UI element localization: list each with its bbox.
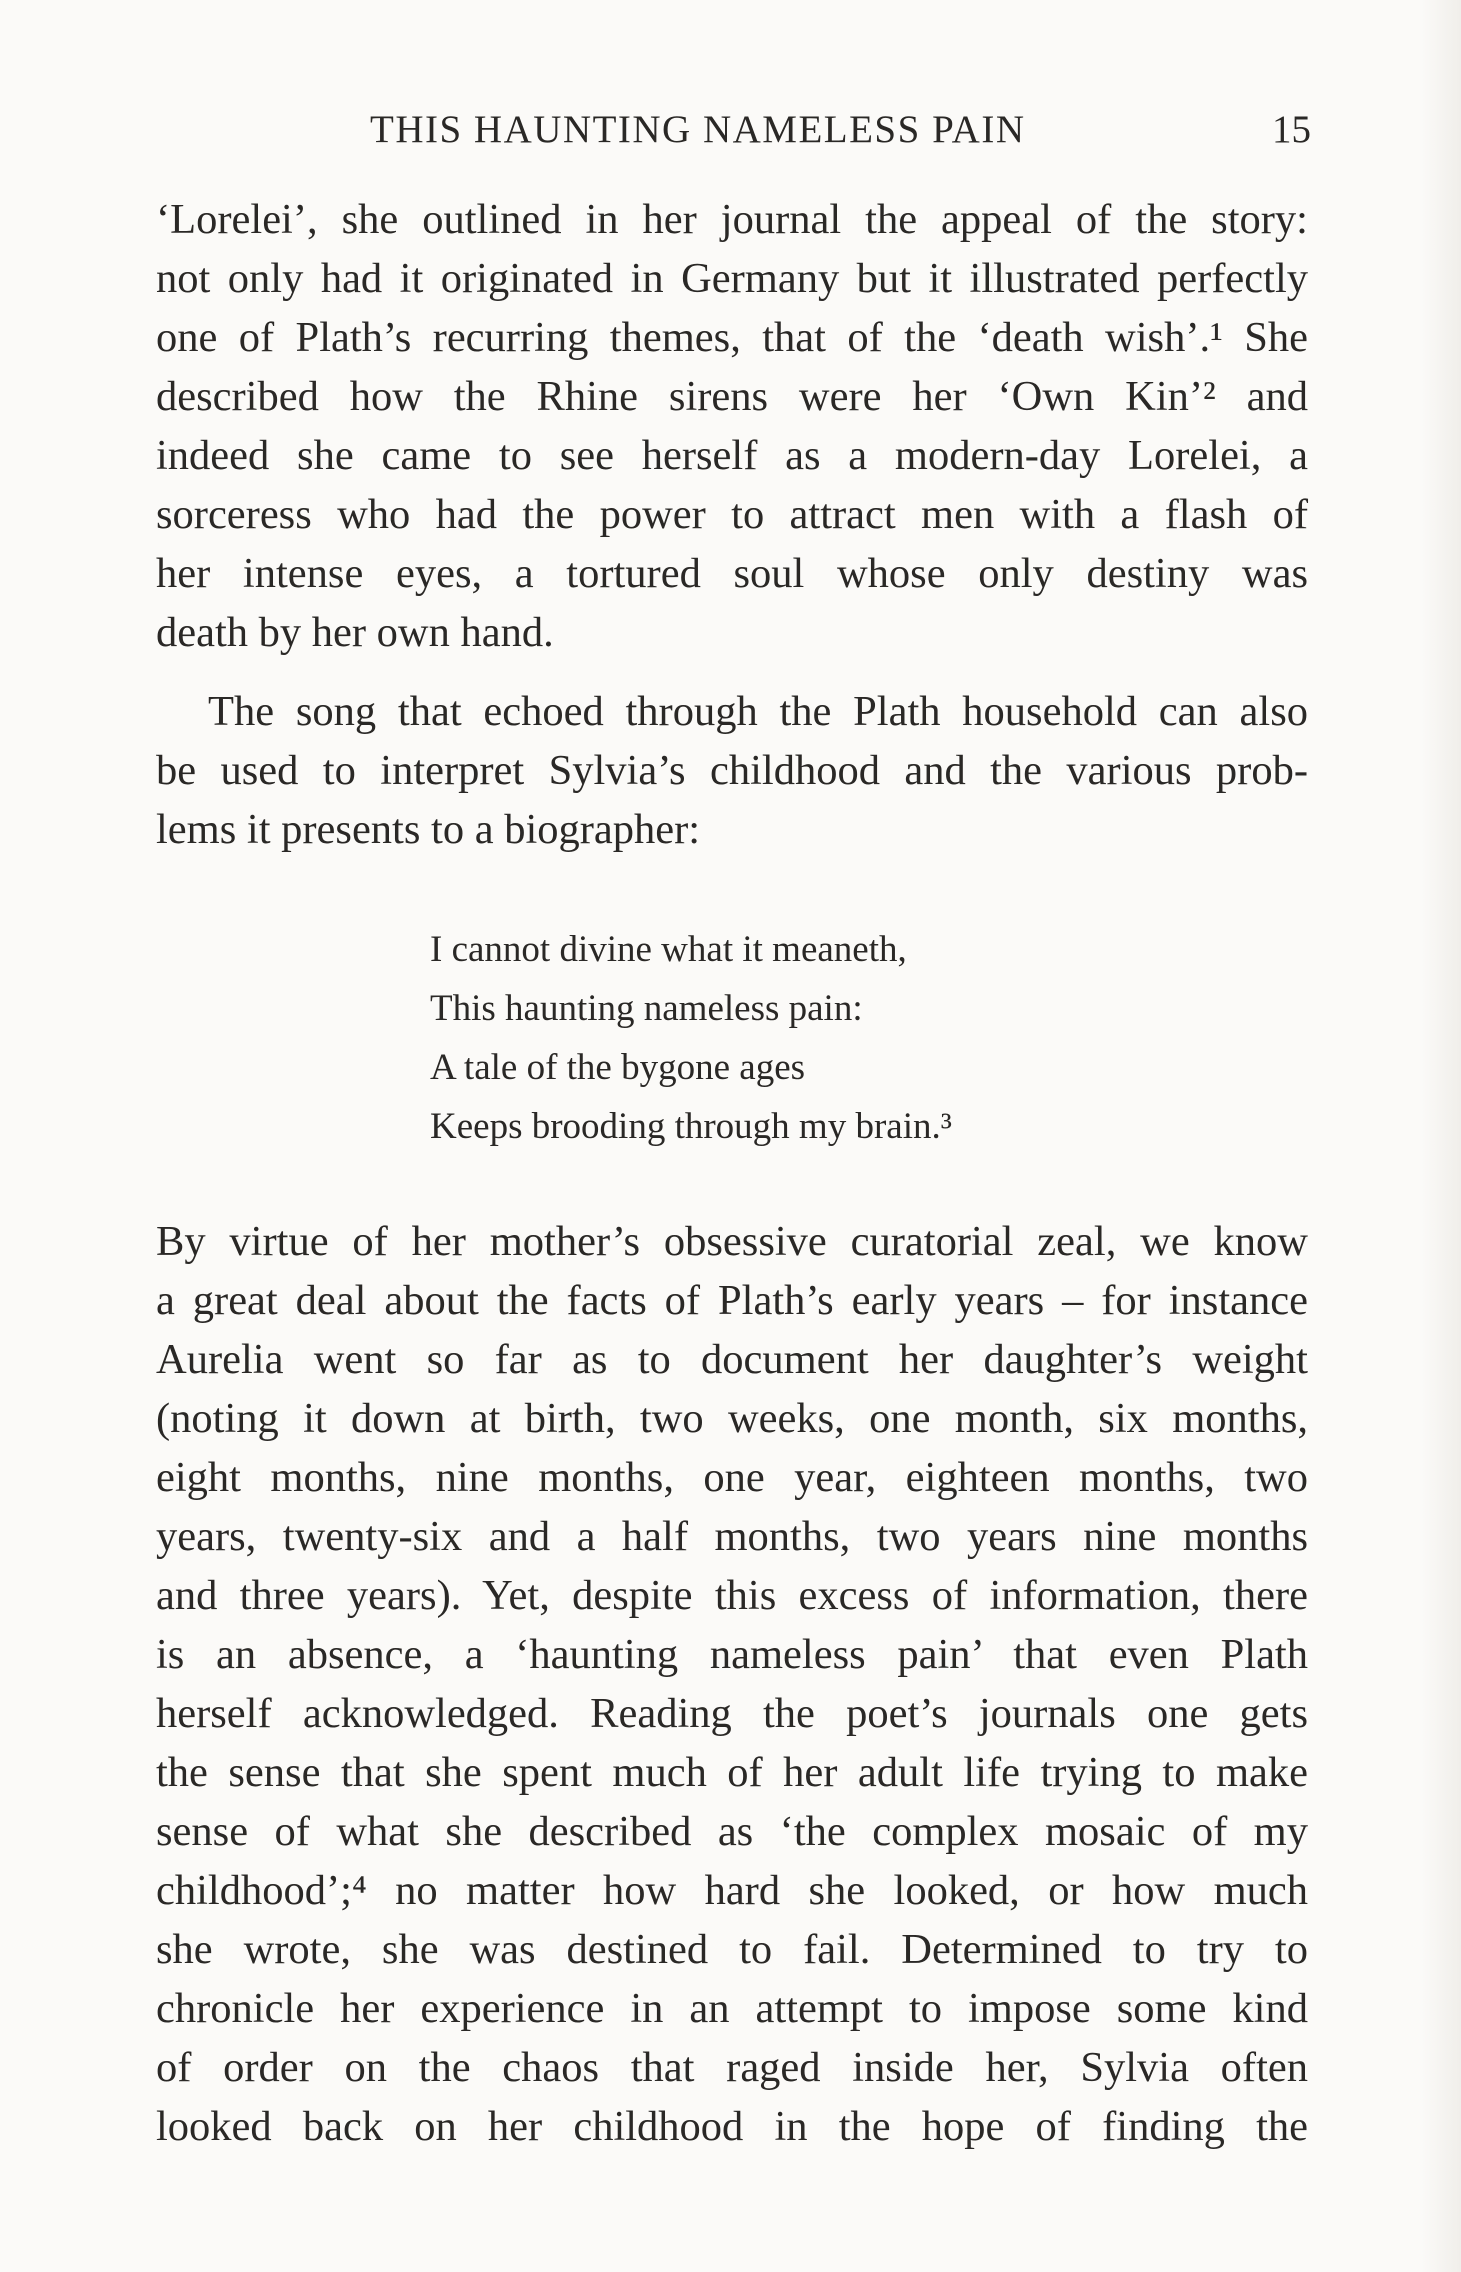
text-line: By virtue of her mother’s obsessive curatorial zeal, we know bbox=[156, 1218, 1308, 1265]
running-title: THIS HAUNTING NAMELESS PAIN bbox=[370, 108, 1026, 151]
text-line: one of Plath’s recurring themes, that of the ‘death wish’.¹ She bbox=[156, 314, 1308, 361]
text-line: sorceress who had the power to attract men with a flash of bbox=[156, 491, 1308, 538]
verse-line: Keeps brooding through my brain.³ bbox=[430, 1106, 952, 1147]
text-line: looked back on her childhood in the hope of finding the bbox=[156, 2103, 1308, 2150]
page-edge-shading bbox=[1421, 0, 1461, 2272]
text-line: The song that echoed through the Plath household can also bbox=[208, 688, 1308, 735]
text-line: lems it presents to a biographer: bbox=[156, 806, 701, 853]
text-line: and three years). Yet, despite this excess of information, there bbox=[156, 1572, 1308, 1619]
text-line: death by her own hand. bbox=[156, 609, 554, 656]
text-line: herself acknowledged. Reading the poet’s journals one gets bbox=[156, 1690, 1308, 1737]
text-line: of order on the chaos that raged inside her, Sylvia often bbox=[156, 2044, 1308, 2091]
verse-line: A tale of the bygone ages bbox=[430, 1047, 806, 1088]
text-line: a great deal about the facts of Plath’s early years – for instance bbox=[156, 1277, 1308, 1324]
running-head bbox=[0, 100, 1461, 160]
text-line: be used to interpret Sylvia’s childhood and the various prob- bbox=[156, 747, 1308, 794]
text-line: Aurelia went so far as to document her daughter’s weight bbox=[156, 1336, 1308, 1383]
verse-line: I cannot divine what it meaneth, bbox=[430, 929, 907, 970]
text-line: not only had it originated in Germany but it illustrated perfectly bbox=[156, 255, 1308, 302]
text-line: childhood’;⁴ no matter how hard she looked, or how much bbox=[156, 1867, 1308, 1914]
text-line: is an absence, a ‘haunting nameless pain’ that even Plath bbox=[156, 1631, 1308, 1678]
text-line: she wrote, she was destined to fail. Determined to try to bbox=[156, 1926, 1308, 1973]
verse-quotation bbox=[430, 920, 1130, 1156]
text-line: ‘Lorelei’, she outlined in her journal the appeal of the story: bbox=[156, 196, 1308, 243]
text-line: years, twenty-six and a half months, two years nine months bbox=[156, 1513, 1308, 1560]
text-line: indeed she came to see herself as a modern-day Lorelei, a bbox=[156, 432, 1308, 479]
paragraph-2 bbox=[156, 682, 1308, 859]
paragraph-1 bbox=[156, 190, 1308, 662]
text-line: eight months, nine months, one year, eighteen months, two bbox=[156, 1454, 1308, 1501]
text-line: described how the Rhine sirens were her ‘Own Kin’² and bbox=[156, 373, 1308, 420]
text-line: (noting it down at birth, two weeks, one month, six months, bbox=[156, 1395, 1308, 1442]
text-line: her intense eyes, a tortured soul whose only destiny was bbox=[156, 550, 1308, 597]
paragraph-3 bbox=[156, 1212, 1308, 2156]
verse-line: This haunting nameless pain: bbox=[430, 988, 863, 1029]
page-number: 15 bbox=[1272, 108, 1311, 151]
text-line: chronicle her experience in an attempt to impose some kind bbox=[156, 1985, 1308, 2032]
text-line: sense of what she described as ‘the complex mosaic of my bbox=[156, 1808, 1308, 1855]
text-line: the sense that she spent much of her adult life trying to make bbox=[156, 1749, 1308, 1796]
